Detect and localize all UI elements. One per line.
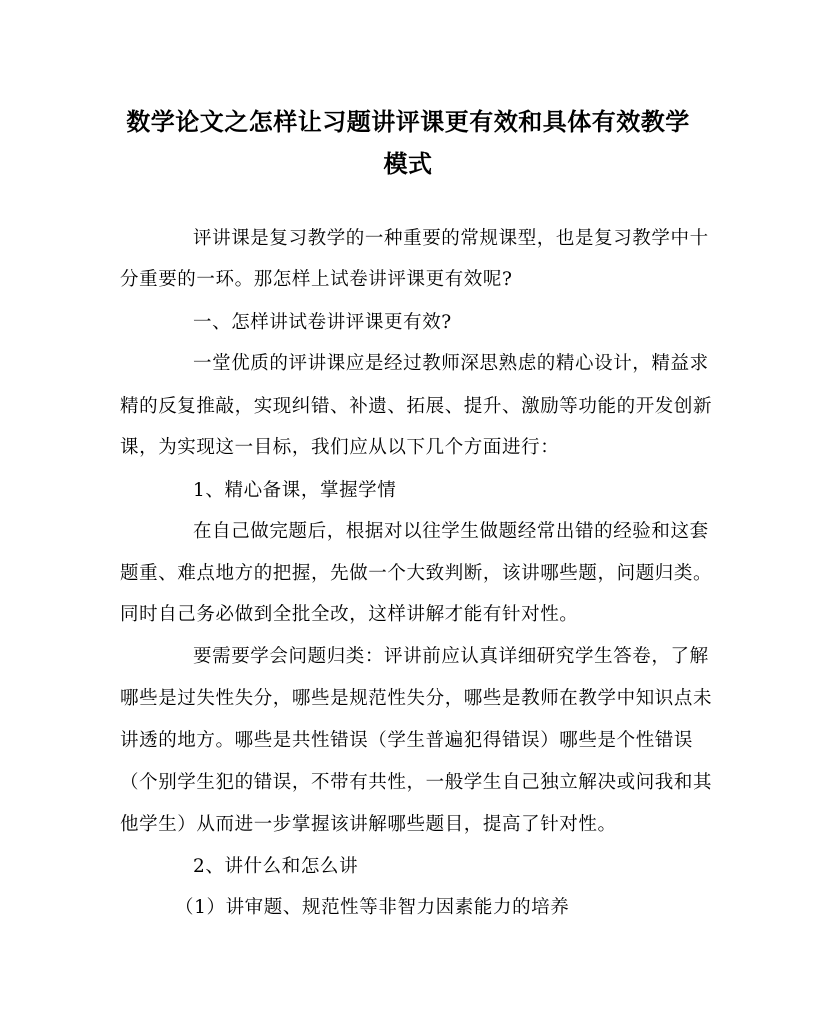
subsection-item: （1）讲审题、规范性等非智力因素能力的培养 — [175, 897, 570, 918]
document-title-line-2: 模式 — [383, 149, 433, 178]
paragraph-line: （个别学生犯的错误，不带有共性，一般学生自己独立解决或问我和其 — [120, 772, 713, 793]
paragraph-line: 他学生）从而进一步掌握该讲解哪些题目，提高了针对性。 — [120, 814, 617, 835]
paragraph-line: 同时自己务必做到全批全改，这样讲解才能有针对性。 — [120, 604, 579, 625]
paragraph-line: 评讲课是复习教学的一种重要的常规课型，也是复习教学中十 — [193, 228, 709, 249]
paragraph-line: 一堂优质的评讲课应是经过教师深思熟虑的精心设计，精益求 — [193, 353, 709, 374]
document-title-line-1: 数学论文之怎样让习题讲评课更有效和具体有效教学 — [126, 107, 690, 136]
paragraph-line: 要需要学会问题归类：评讲前应认真详细研究学生答卷，了解 — [193, 646, 709, 667]
paragraph-line: 哪些是过失性失分，哪些是规范性失分，哪些是教师在教学中知识点未 — [120, 688, 713, 709]
paragraph-line: 题重、难点地方的把握，先做一个大致判断，该讲哪些题，问题归类。 — [120, 563, 713, 584]
paragraph-line: 精的反复推敲，实现纠错、补遗、拓展、提升、激励等功能的开发创新 — [120, 396, 713, 417]
paragraph-line: 分重要的一环。那怎样上试卷讲评课更有效呢? — [120, 269, 513, 290]
subsection-heading: 2、讲什么和怎么讲 — [193, 856, 359, 877]
subsection-heading: 1、精心备课，掌握学情 — [193, 480, 397, 501]
paragraph-line: 在自己做完题后，根据对以往学生做题经常出错的经验和这套 — [193, 521, 709, 542]
paragraph-line: 课，为实现这一目标，我们应从以下几个方面进行： — [120, 437, 560, 458]
section-heading: 一、怎样讲试卷讲评课更有效? — [193, 312, 452, 333]
paragraph-line: 讲透的地方。哪些是共性错误（学生普遍犯得错误）哪些是个性错误 — [120, 730, 694, 751]
